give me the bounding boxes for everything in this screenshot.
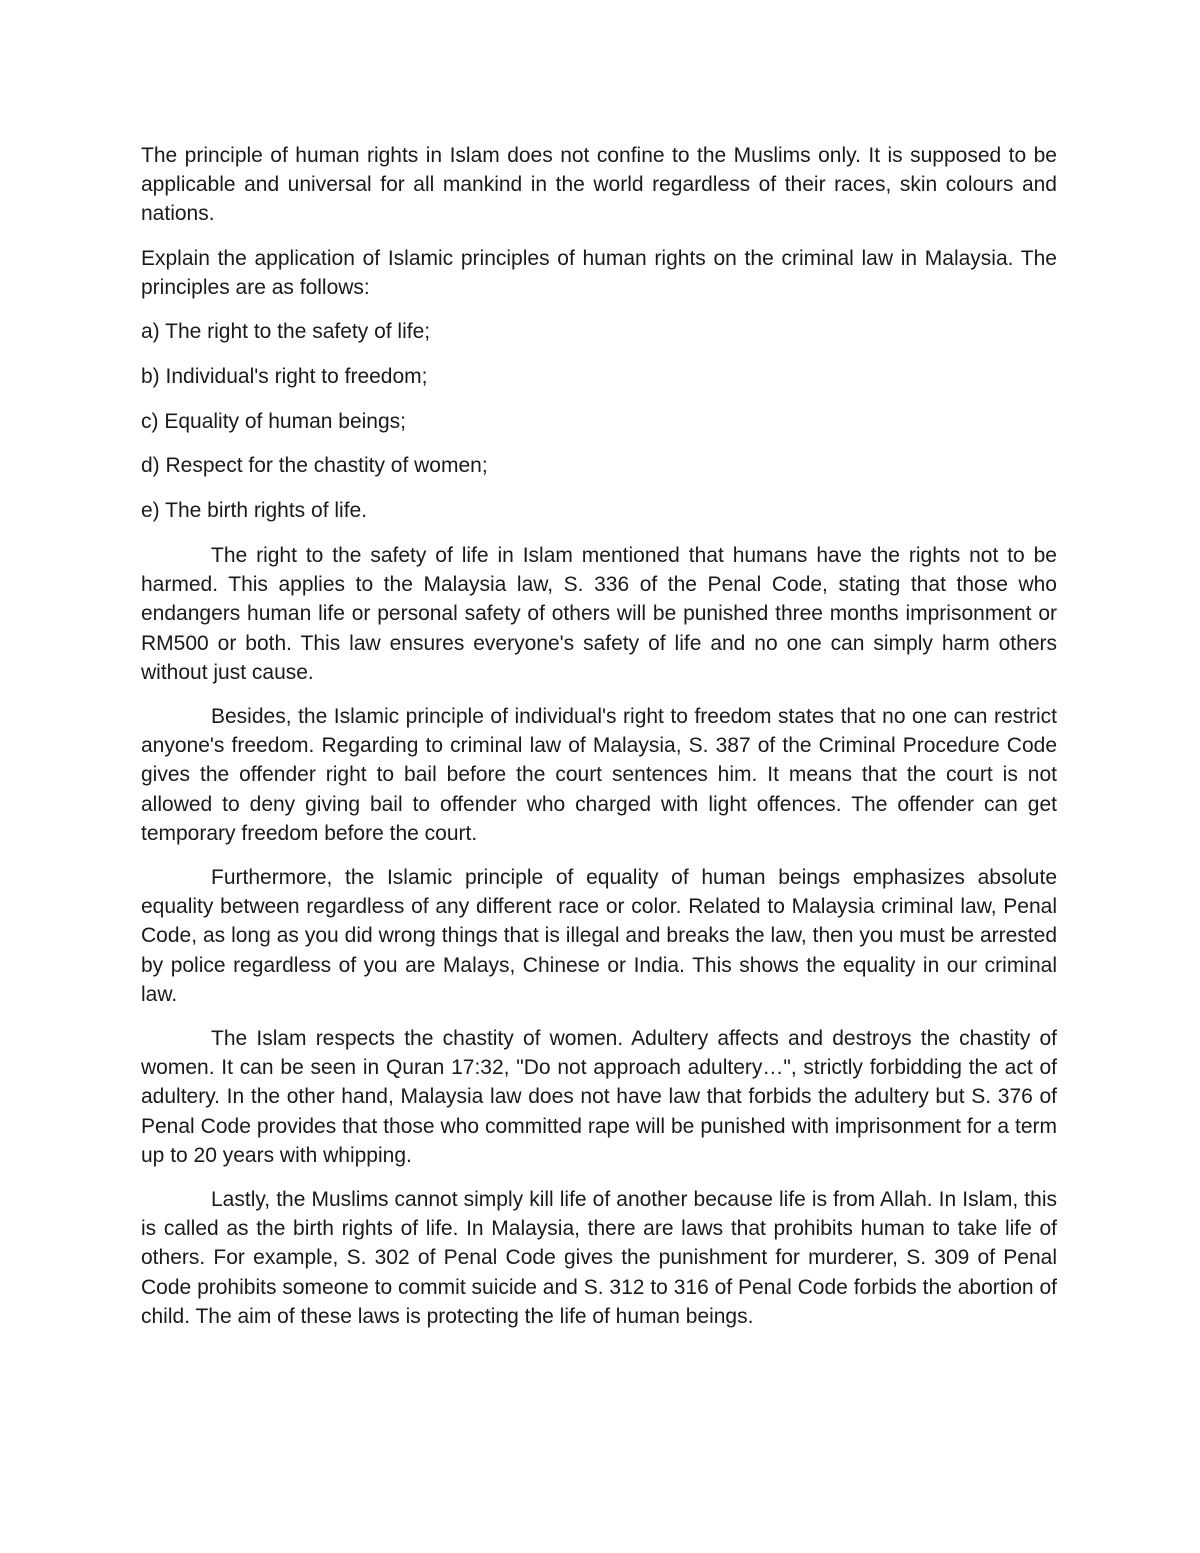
- principles-list: [141, 317, 1057, 525]
- essay-body: [141, 541, 1057, 1331]
- list-item: e) The birth rights of life.: [141, 499, 368, 523]
- list-item: c) Equality of human beings;: [141, 409, 406, 433]
- birth-rights-paragraph: Lastly, the Muslims cannot simply kill life of another because life is from Allah. In Islam, this is called as the birth rights of life. In Malaysia, there are laws that prohibits human to take life of others. For example, S. 302 of Penal Code gives the punishment for murderer, S. 309 of Penal Code prohibits someone to commit suicide and S. 312 to 316 of Penal Code forbids the abortion of child. The aim of these laws is protecting the life of human beings.: [141, 1188, 1057, 1328]
- question-paragraph: Explain the application of Islamic principles of human rights on the criminal law in Malaysia. The principles are as follows:: [141, 246, 1057, 299]
- safety-of-life-paragraph: The right to the safety of life in Islam mentioned that humans have the rights not to be harmed. This applies to the Malaysia law, S. 336 of the Penal Code, stating that those who endangers human life or personal safety of others will be punished three months imprisonment or RM500 or both. This law ensures everyone's safety of life and no one can simply harm others without just cause.: [141, 544, 1057, 684]
- list-item: a) The right to the safety of life;: [141, 320, 431, 344]
- list-item: d) Respect for the chastity of women;: [141, 454, 488, 478]
- document-page: [141, 141, 1057, 1346]
- list-item: b) Individual's right to freedom;: [141, 364, 428, 388]
- right-to-freedom-paragraph: Besides, the Islamic principle of individual's right to freedom states that no one can restrict anyone's freedom. Regarding to criminal law of Malaysia, S. 387 of the Criminal Procedure Code gives the offender right to bail before the court sentences him. It means that the court is not allowed to deny giving bail to offender who charged with light offences. The offender can get temporary freedom before the court.: [141, 705, 1057, 845]
- equality-paragraph: Furthermore, the Islamic principle of equality of human beings emphasizes absolute equality between regardless of any different race or color. Related to Malaysia criminal law, Penal Code, as long as you did wrong things that is illegal and breaks the law, then you must be arrested by police regardless of you are Malays, Chinese or India. This shows the equality in our criminal law.: [141, 866, 1057, 1006]
- intro-paragraph: The principle of human rights in Islam does not confine to the Muslims only. It is supposed to be applicable and universal for all mankind in the world regardless of their races, skin colours and nations.: [141, 144, 1057, 226]
- chastity-paragraph: The Islam respects the chastity of women. Adultery affects and destroys the chastity of women. It can be seen in Quran 17:32, "Do not approach adultery…", strictly forbidding the act of adultery. In the other hand, Malaysia law does not have law that forbids the adultery but S. 376 of Penal Code provides that those who committed rape will be punished with imprisonment for a term up to 20 years with whipping.: [141, 1027, 1057, 1167]
